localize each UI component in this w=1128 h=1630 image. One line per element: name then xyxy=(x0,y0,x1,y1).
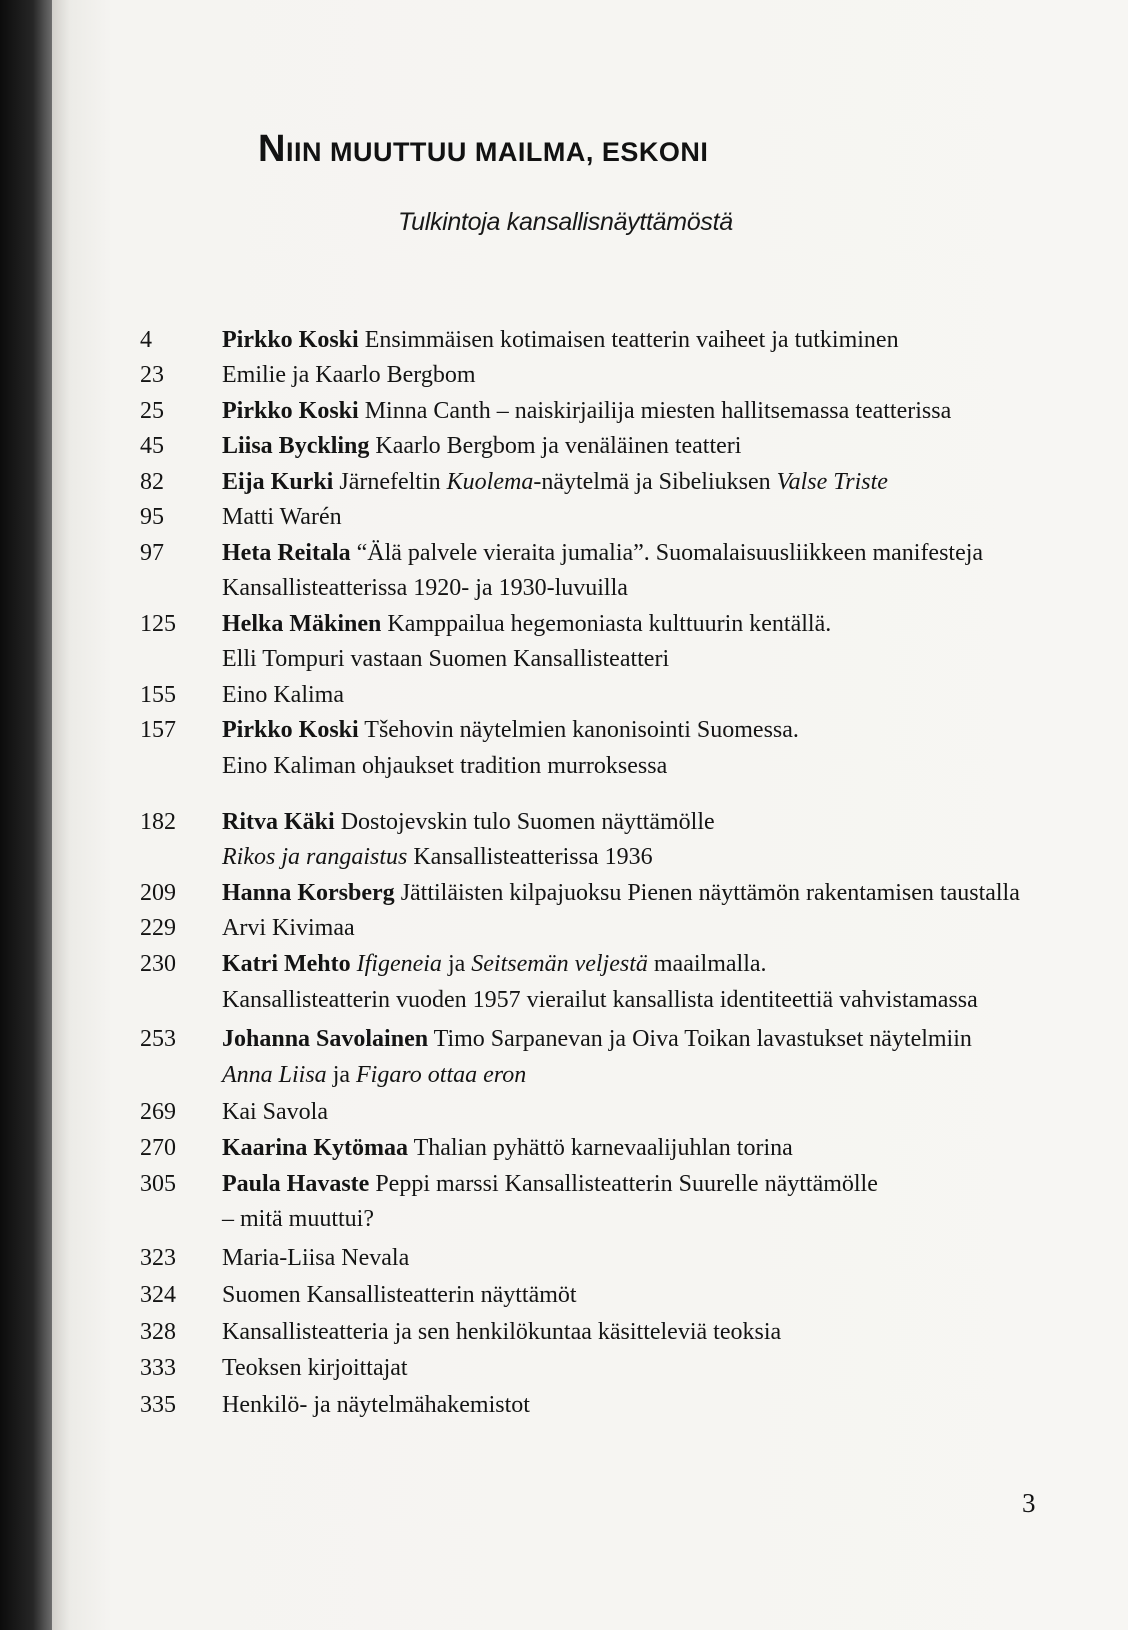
toc-work-title: Figaro ottaa eron xyxy=(356,1062,527,1088)
toc-title: Kai Savola xyxy=(222,1099,328,1125)
toc-title-line2: Kansallisteatterin vuoden 1957 vierailut kansallista identiteettiä vahvistamassa xyxy=(222,987,978,1013)
toc-title-line2 xyxy=(222,1057,526,1093)
toc-title-line xyxy=(222,1166,878,1202)
toc-page-number: 253 xyxy=(140,1026,176,1052)
toc-title: Maria-Liisa Nevala xyxy=(222,1245,410,1271)
toc-title-part: ja xyxy=(447,951,466,977)
toc-page-number: 324 xyxy=(140,1282,176,1308)
toc-title-line xyxy=(222,1130,793,1166)
toc-title-line2: Elli Tompuri vastaan Suomen Kansallisteatteri xyxy=(222,646,670,672)
toc-author: Paula Havaste xyxy=(222,1171,370,1197)
toc-page-number: 230 xyxy=(140,951,176,977)
toc-author: Katri Mehto xyxy=(222,951,351,977)
toc-author: Liisa Byckling xyxy=(222,433,370,459)
toc-title: Thalian pyhättö karnevaalijuhlan torina xyxy=(413,1135,793,1161)
toc-title-line2 xyxy=(222,839,653,875)
toc-title: Jättiläisten kilpajuoksu Pienen näyttämön rakentamisen taustalla xyxy=(400,880,1020,906)
toc-work-title: Kuolema xyxy=(446,469,534,495)
toc-author: Helka Mäkinen xyxy=(222,611,382,637)
toc-author: Pirkko Koski xyxy=(222,717,359,743)
toc-page-number: 335 xyxy=(140,1392,176,1418)
toc-author: Ritva Käki xyxy=(222,809,335,835)
toc-title-line2: Eino Kaliman ohjaukset tradition murroksessa xyxy=(222,753,668,779)
toc-work-title: Valse Triste xyxy=(776,469,888,495)
toc-title-line xyxy=(222,946,767,982)
toc-title-line xyxy=(222,712,799,748)
toc-title: Peppi marssi Kansallisteatterin Suurelle näyttämölle xyxy=(375,1171,878,1197)
toc-title: Kaarlo Bergbom ja venäläinen teatteri xyxy=(375,433,742,459)
toc-work-title: Ifigeneia xyxy=(356,951,442,977)
toc-page-number: 157 xyxy=(140,717,176,743)
toc-title-line xyxy=(222,804,715,840)
toc-title-part: maailmalla. xyxy=(653,951,767,977)
toc-author: Hanna Korsberg xyxy=(222,880,395,906)
toc-page-number: 155 xyxy=(140,682,176,708)
toc-title-line xyxy=(222,393,951,429)
toc-title: Timo Sarpanevan ja Oiva Toikan lavastukset näytelmiin xyxy=(433,1026,972,1052)
title-rest: IIN MUUTTUU MAILMA, ESKONI xyxy=(285,137,709,167)
page-number: 3 xyxy=(1022,1488,1036,1518)
toc-title: Eino Kalima xyxy=(222,682,344,708)
toc-author: Johanna Savolainen xyxy=(222,1026,429,1052)
toc-page-number: 182 xyxy=(140,809,176,835)
toc-title: Matti Warén xyxy=(222,504,342,530)
toc-page-number: 23 xyxy=(140,362,164,388)
toc-title: Kansallisteatteria ja sen henkilökuntaa käsitteleviä teoksia xyxy=(222,1319,782,1345)
toc-author: Pirkko Koski xyxy=(222,398,359,424)
toc-title-line xyxy=(222,322,899,358)
toc-page-number: 25 xyxy=(140,398,164,424)
toc-page-number: 125 xyxy=(140,611,176,637)
toc-work-title: Seitsemän veljestä xyxy=(471,951,648,977)
toc-title: Tšehovin näytelmien kanonisointi Suomessa. xyxy=(364,717,799,743)
toc-title-part: -näytelmä ja Sibeliuksen xyxy=(533,469,771,495)
page-subtitle: Tulkintoja kansallisnäyttämöstä xyxy=(398,208,733,236)
toc-title-line2: Kansallisteatterissa 1920- ja 1930-luvuilla xyxy=(222,575,628,601)
toc-author: Pirkko Koski xyxy=(222,327,359,353)
toc-title: Teoksen kirjoittajat xyxy=(222,1355,408,1381)
toc-page-number: 82 xyxy=(140,469,164,495)
toc-page-number: 333 xyxy=(140,1355,176,1381)
toc-title-part: Järnefeltin xyxy=(339,469,441,495)
toc-author: Eija Kurki xyxy=(222,469,334,495)
toc-title-line xyxy=(222,428,741,464)
toc-work-title: Rikos ja rangaistus xyxy=(222,844,408,870)
toc-author: Heta Reitala xyxy=(222,540,351,566)
toc-page-number: 4 xyxy=(140,327,152,353)
toc-title: Dostojevskin tulo Suomen näyttämölle xyxy=(340,809,715,835)
toc-title: Arvi Kivimaa xyxy=(222,915,355,941)
toc-work-title: Anna Liisa xyxy=(222,1062,327,1088)
toc-title: “Älä palvele vieraita jumalia”. Suomalaisuusliikkeen manifesteja xyxy=(356,540,984,566)
toc-title: Emilie ja Kaarlo Bergbom xyxy=(222,362,476,388)
toc-page-number: 305 xyxy=(140,1171,176,1197)
toc-page-number: 229 xyxy=(140,915,176,941)
toc-title-line xyxy=(222,606,831,642)
toc-author: Kaarina Kytömaa xyxy=(222,1135,408,1161)
toc-title: Ensimmäisen kotimaisen teatterin vaiheet ja tutkiminen xyxy=(364,327,899,353)
toc-title: Minna Canth – naiskirjailija miesten hallitsemassa teatterissa xyxy=(364,398,952,424)
toc-page-number: 328 xyxy=(140,1319,176,1345)
toc-title-line xyxy=(222,464,888,500)
toc-title-line xyxy=(222,535,983,571)
toc-title-line xyxy=(222,1021,972,1057)
toc-title-part: ja xyxy=(332,1062,351,1088)
toc-title: Suomen Kansallisteatterin näyttämöt xyxy=(222,1282,577,1308)
toc-title-line2: – mitä muuttui? xyxy=(222,1206,374,1232)
toc-page-number: 45 xyxy=(140,433,164,459)
toc-page-number: 209 xyxy=(140,880,176,906)
toc-page-number: 323 xyxy=(140,1245,176,1271)
toc-page-number: 269 xyxy=(140,1099,176,1125)
toc-page-number: 97 xyxy=(140,540,164,566)
toc-page-number: 95 xyxy=(140,504,164,530)
title-initial: N xyxy=(258,128,286,170)
toc-title-line xyxy=(222,875,1020,911)
toc-page-number: 270 xyxy=(140,1135,176,1161)
toc-title: Kamppailua hegemoniasta kulttuurin kentällä. xyxy=(387,611,832,637)
toc-title: Henkilö- ja näytelmähakemistot xyxy=(222,1392,530,1418)
toc-title-part: Kansallisteatterissa 1936 xyxy=(413,844,653,870)
